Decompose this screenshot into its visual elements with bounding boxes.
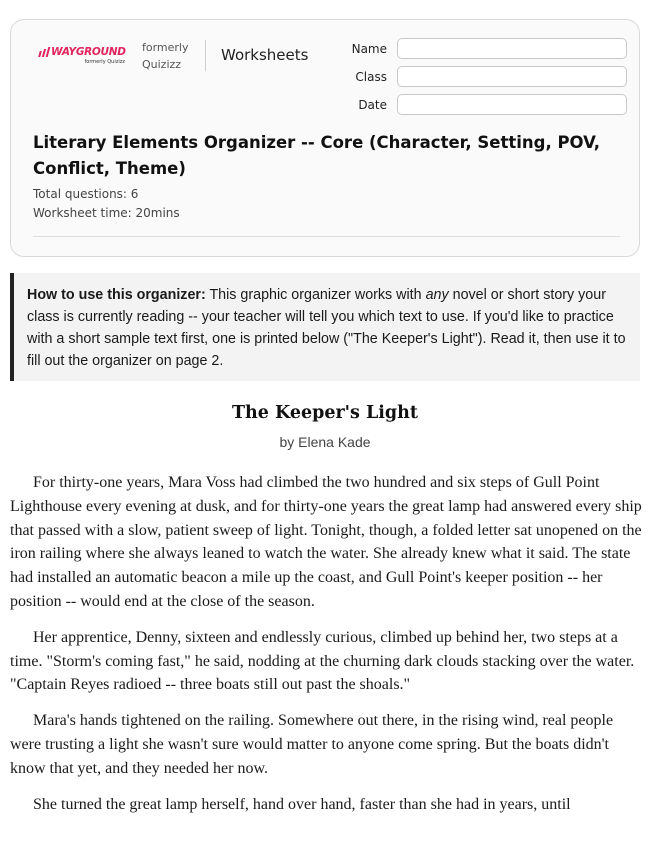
date-field[interactable] <box>397 94 627 115</box>
worksheet-time: Worksheet time: 20mins <box>33 206 180 220</box>
instructions-lead: How to use this organizer: <box>27 287 206 303</box>
name-field-row <box>339 38 627 59</box>
story-paragraph: Her apprentice, Denny, sixteen and endlessly curious, climbed up behind her, two steps at a time. "Storm's coming fast," he said, nodding at the churning dark clouds stacking over the water. "Captain Reyes radioed -- three boats still out past the shoals." <box>10 628 635 694</box>
story-paragraph: She turned the great lamp herself, hand over hand, faster than she had in years, until <box>33 795 571 813</box>
class-field[interactable] <box>397 66 627 87</box>
story-paragraph: For thirty-one years, Mara Voss had climbed the two hundred and six steps of Gull Point Lighthouse every evening at dusk, and for thirty-one years the great lamp had answered every ship that passed with a slow, patient sweep of light. Tonight, though, a folded letter sat unopened on the iron railing where she always leaned to watch the water. She already knew what it said. The state had installed an automatic beacon a mile up the coast, and Gull Point's keeper position -- her position -- would end at the close of the season. <box>10 474 642 610</box>
formerly-quizizz: formerly Quizizz <box>142 41 189 71</box>
name-label: Name <box>351 41 387 56</box>
story-title: The Keeper's Light <box>232 403 418 423</box>
logo-subtext: formerly Quizizz <box>84 59 125 65</box>
total-questions: Total questions: 6 <box>33 187 139 201</box>
date-label: Date <box>358 97 387 112</box>
worksheet-header <box>10 19 640 257</box>
class-label: Class <box>355 69 387 84</box>
logo-text: WAYGROUND <box>51 46 126 58</box>
instructions-box: How to use this organizer: This graphic organizer works with any novel or short story your class is currently reading -- your teacher will tell you which text to use. If you'd like to practice with a short sample text first, one is printed below ("The Keeper's Light"). Read it, then use it to fill out the organizer on page 2. <box>10 273 640 381</box>
worksheet-title: Literary Elements Organizer -- Core (Character, Setting, POV, Conflict, Theme) <box>33 133 601 178</box>
section-label: Worksheets <box>221 46 309 64</box>
header-rule <box>33 236 620 237</box>
story-paragraph: Mara's hands tightened on the railing. Somewhere out there, in the rising wind, real people were trusting a light she wasn't sure would matter to anyone come spring. But the boats didn't know that yet, and they needed her now. <box>10 712 614 777</box>
wayground-logo <box>39 46 127 65</box>
story-text <box>10 471 642 828</box>
header-divider <box>205 40 206 71</box>
instructions-emphasis: any <box>425 287 449 303</box>
class-field-row <box>339 66 627 87</box>
logo-bars-icon <box>39 47 49 57</box>
date-field-row <box>339 94 627 115</box>
story-author: by Elena Kade <box>279 434 371 450</box>
name-field[interactable] <box>397 38 627 59</box>
